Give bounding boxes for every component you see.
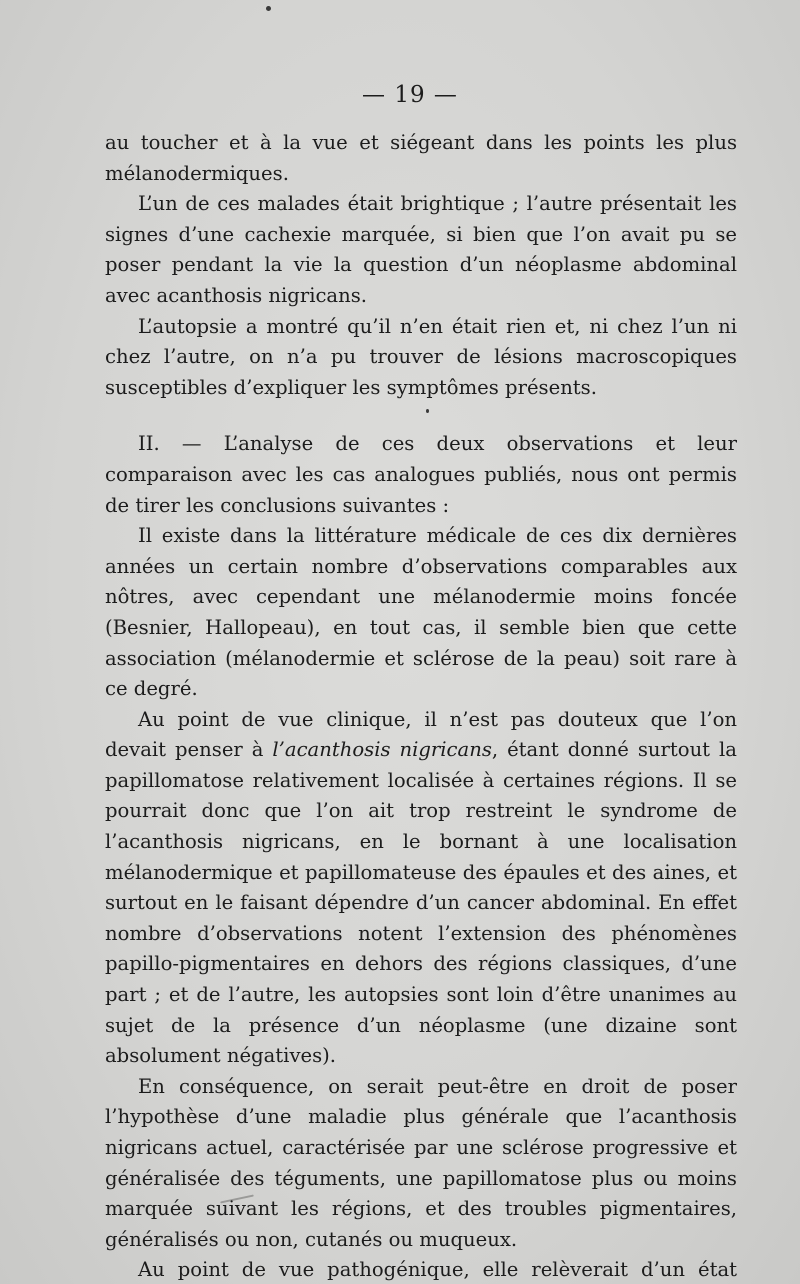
paragraph-last <box>105 1255 737 1284</box>
text-segment: Au point de vue clinique, il n’est pas douteux que l’on devait penser à <box>105 707 737 762</box>
page-number: — 19 — <box>362 82 458 108</box>
paragraph-continuation <box>105 128 737 189</box>
text-segment: , étant donné surtout la papillomatose relativement localisée à certaines régions. Il se pourrait donc que l’on ait trop restreint le syndrome de l’acanthosis nigricans, en le bornant à une localisation mélanodermique et papillomateuse des épaules et des aines, et surtout en le faisant dépendre d’un cancer abdominal. En effet nombre d’observations notent l’extension des phénomènes papillo-pigmentaires en dehors des régions classiques, d’une part ; et de l’autre, les autopsies sont loin d’être unanimes au sujet de la présence d’un néoplasme (une dizaine sont absolument négatives). <box>105 738 737 1068</box>
text-segment: En conséquence, on serait peut-être en droit de poser l’hypothèse d’une maladie plus générale que l’acanthosis nigricans actuel, caractérisée par une sclérose progressive et généralisée des téguments, une papillomatose plus ou moins marquée suivant les régions, et des troubles pigmentaires, généralisés ou non, cutanés ou muqueux. <box>105 1074 737 1251</box>
paragraph <box>105 312 737 404</box>
ink-speck <box>266 6 271 11</box>
italic-term: l’acanthosis nigricans <box>272 738 492 762</box>
text-segment: au toucher et à la vue et siégeant dans les points les plus mélanodermiques. <box>105 131 737 185</box>
body-text <box>105 128 737 1284</box>
text-segment: L’autopsie a montré qu’il n’en était rien et, ni chez l’un ni chez l’autre, on n’a pu trouver de lésions macroscopiques susceptibles d’expliquer les symptômes présents. <box>105 314 737 399</box>
paragraph <box>105 705 737 1072</box>
text-segment: Il existe dans la littérature médicale de ces dix dernières années un certain nombre d’observations comparables aux nôtres, avec cependant une mélanodermie moins foncée (Besnier, Hallopeau), en tout cas, il semble bien que cette association (mélanodermie et sclérose de la peau) soit rare à ce degré. <box>105 524 737 701</box>
text-segment: Au point de vue pathogénique, elle relèverait d’un état <box>138 1258 737 1282</box>
text-segment: II. — L’analyse de ces deux observations et leur comparaison avec les cas analogues publiés, nous ont permis de tirer les conclusions suivantes : <box>105 432 737 517</box>
paragraph <box>105 521 737 705</box>
paragraph <box>105 1072 737 1256</box>
paragraph <box>105 189 737 311</box>
text-segment: L’un de ces malades était brightique ; l’autre présentait les signes d’une cachexie marquée, si bien que l’on avait pu se poser pendant la vie la question d’un néoplasme abdominal avec acanthosis nigricans. <box>105 192 737 307</box>
section-paragraph <box>105 429 737 521</box>
